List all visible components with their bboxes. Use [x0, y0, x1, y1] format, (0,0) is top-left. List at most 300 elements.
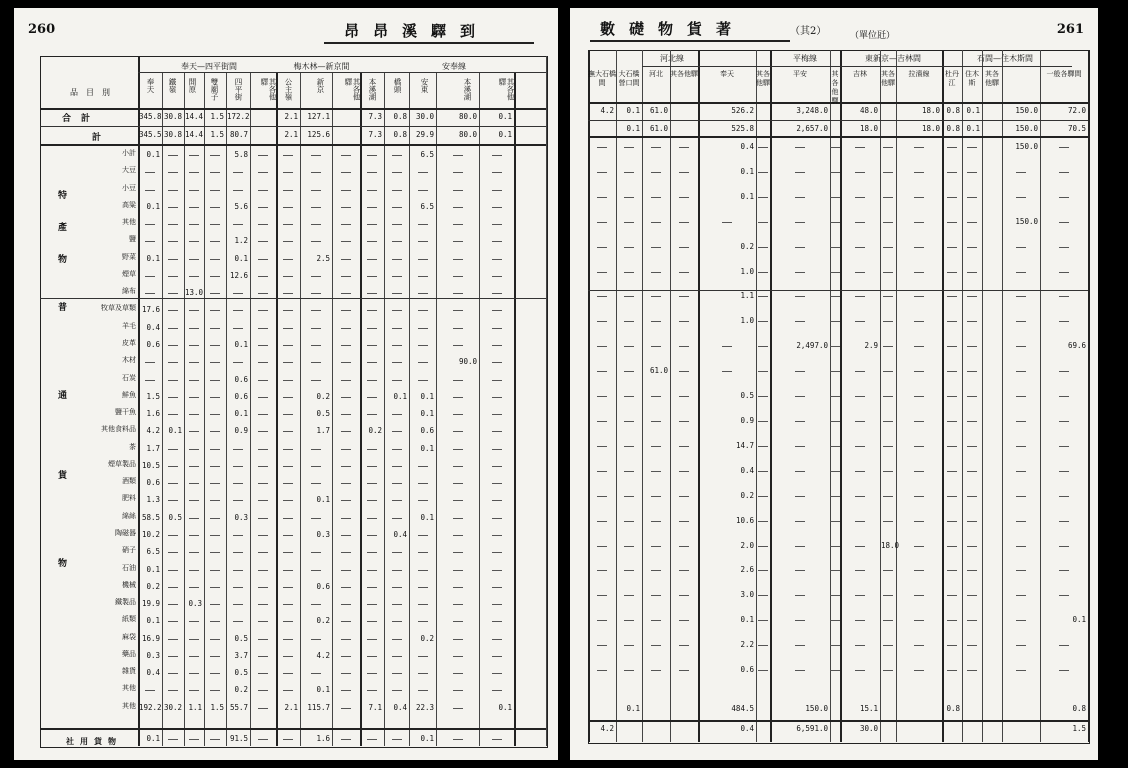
cell-value: 1.5 — [146, 391, 160, 401]
cell-dash — [758, 172, 768, 173]
cell-dash — [855, 670, 865, 671]
cell-dash — [597, 396, 607, 397]
cell-dash — [651, 670, 661, 671]
cell-dash — [830, 620, 840, 621]
cell-dash — [283, 380, 293, 381]
cell-dash — [679, 197, 689, 198]
cell-dash — [830, 421, 840, 422]
cell-dash — [651, 147, 661, 148]
cell-dash — [258, 483, 268, 484]
row-label: 牧草及草類 — [101, 304, 136, 313]
cell-dash — [453, 293, 463, 294]
cell-dash — [1016, 421, 1026, 422]
cell-dash — [168, 552, 178, 553]
cell-dash — [1016, 272, 1026, 273]
cell-dash — [258, 552, 268, 553]
cell-dash — [967, 172, 977, 173]
cell-dash — [392, 587, 402, 588]
cell-value: 7.3 — [368, 130, 382, 139]
header-rule — [40, 108, 546, 110]
cell-dash — [830, 272, 840, 273]
cell-dash — [258, 518, 268, 519]
cell-dash — [855, 595, 865, 596]
cell-dash — [311, 276, 321, 277]
cell-dash — [492, 587, 502, 588]
cell-dash — [1059, 570, 1069, 571]
cell-dash — [758, 595, 768, 596]
cell-dash — [341, 466, 351, 467]
cell-value: 0.4 — [740, 724, 754, 733]
cell-dash — [453, 570, 463, 571]
cell-dash — [651, 346, 661, 347]
cell-dash — [168, 172, 178, 173]
cell-dash — [758, 570, 768, 571]
cell-dash — [168, 276, 178, 277]
group-header: 石間—住木斯間 — [977, 54, 1033, 63]
cell-dash — [914, 645, 924, 646]
cell-value: 0.4 — [146, 668, 160, 678]
cell-dash — [367, 345, 377, 346]
cell-dash — [883, 296, 893, 297]
cell-dash — [392, 449, 402, 450]
cell-dash — [258, 259, 268, 260]
cell-dash — [758, 371, 768, 372]
cell-dash — [258, 656, 268, 657]
cell-dash — [855, 172, 865, 173]
cell-dash — [1059, 172, 1069, 173]
cell-dash — [367, 310, 377, 311]
cell-dash — [947, 296, 957, 297]
cell-value: 2.5 — [316, 253, 330, 263]
cell-value: 14.4 — [185, 130, 204, 139]
cell-dash — [597, 546, 607, 547]
cell-dash — [367, 639, 377, 640]
cell-value: 0.4 — [740, 142, 754, 151]
cell-dash — [1059, 471, 1069, 472]
cell-dash — [492, 431, 502, 432]
row-label: 鹽干魚 — [115, 408, 136, 417]
cell-value: 1.2 — [234, 236, 248, 246]
cell-dash — [283, 552, 293, 553]
cell-value: 4.2 — [146, 426, 160, 436]
cell-dash — [258, 293, 268, 294]
cell-value: 0.6 — [316, 581, 330, 591]
cell-dash — [367, 328, 377, 329]
cell-dash — [597, 471, 607, 472]
column-rule — [546, 56, 547, 746]
cell-dash — [210, 172, 220, 173]
cell-dash — [453, 397, 463, 398]
cell-dash — [341, 431, 351, 432]
cell-dash — [283, 449, 293, 450]
row-label: 其他 — [122, 684, 136, 693]
cell-dash — [830, 222, 840, 223]
side-label: 產 — [58, 223, 68, 233]
cell-dash — [855, 446, 865, 447]
cell-dash — [258, 535, 268, 536]
cell-dash — [855, 147, 865, 148]
cell-value: 0.2 — [740, 241, 754, 251]
cell-dash — [795, 321, 805, 322]
row-label: 機械 — [122, 580, 136, 589]
cell-dash — [758, 670, 768, 671]
cell-dash — [341, 739, 351, 740]
cell-dash — [258, 362, 268, 363]
cell-dash — [145, 362, 155, 363]
cell-dash — [492, 172, 502, 173]
cell-value: 0.1 — [146, 734, 160, 743]
cell-dash — [233, 500, 243, 501]
column-rule — [360, 72, 362, 746]
column-header-item: 品目別 — [70, 88, 118, 97]
cell-dash — [233, 483, 243, 484]
cell-value: 0.1 — [740, 615, 754, 625]
cell-dash — [311, 673, 321, 674]
cell-dash — [341, 259, 351, 260]
cell-dash — [453, 155, 463, 156]
cell-dash — [947, 620, 957, 621]
cell-dash — [258, 673, 268, 674]
cell-dash — [795, 296, 805, 297]
cell-dash — [210, 224, 220, 225]
cell-dash — [492, 345, 502, 346]
cell-dash — [189, 552, 199, 553]
cell-dash — [168, 259, 178, 260]
cell-value: 2.9 — [864, 341, 878, 351]
cell-value: 80.0 — [458, 130, 477, 139]
cell-dash — [795, 396, 805, 397]
column-header: 公主嶺 — [284, 78, 293, 101]
cell-dash — [168, 190, 178, 191]
cell-value: 0.5 — [234, 668, 248, 678]
cell-dash — [453, 466, 463, 467]
cell-dash — [679, 296, 689, 297]
cell-dash — [679, 496, 689, 497]
cell-dash — [624, 346, 634, 347]
cell-value: 22.3 — [415, 702, 434, 712]
cell-dash — [392, 380, 402, 381]
cell-dash — [679, 346, 689, 347]
cell-dash — [418, 483, 428, 484]
cell-dash — [168, 739, 178, 740]
cell-dash — [967, 197, 977, 198]
cell-dash — [392, 155, 402, 156]
cell-value: 48.0 — [859, 106, 878, 115]
cell-dash — [168, 380, 178, 381]
cell-dash — [947, 197, 957, 198]
cell-dash — [341, 241, 351, 242]
column-header: 奉天 — [720, 70, 734, 78]
cell-dash — [233, 466, 243, 467]
cell-value: 0.1 — [316, 495, 330, 505]
cell-dash — [392, 483, 402, 484]
row-label: 酒類 — [122, 477, 136, 486]
cell-dash — [392, 604, 402, 605]
cell-value: 72.0 — [1067, 106, 1086, 115]
cell-dash — [453, 500, 463, 501]
cell-dash — [283, 500, 293, 501]
cell-value: 1.6 — [316, 734, 330, 743]
cell-dash — [967, 496, 977, 497]
cell-dash — [210, 621, 220, 622]
right-page — [570, 8, 1098, 760]
cell-value: 90.0 — [458, 357, 477, 367]
cell-dash — [855, 570, 865, 571]
left-table — [40, 56, 548, 748]
cell-dash — [597, 222, 607, 223]
cell-dash — [830, 670, 840, 671]
cell-value: 0.1 — [146, 253, 160, 263]
row-label: 小豆 — [122, 183, 136, 192]
cell-value: 0.2 — [234, 685, 248, 695]
cell-dash — [341, 587, 351, 588]
cell-dash — [210, 293, 220, 294]
cell-dash — [855, 272, 865, 273]
cell-dash — [679, 471, 689, 472]
cell-dash — [283, 328, 293, 329]
cell-value: 0.8 — [946, 124, 960, 133]
cell-dash — [795, 620, 805, 621]
cell-dash — [168, 293, 178, 294]
cell-dash — [758, 321, 768, 322]
cell-value: 150.0 — [1015, 106, 1038, 115]
cell-value: 150.0 — [1015, 142, 1038, 151]
cell-dash — [679, 521, 689, 522]
cell-dash — [168, 500, 178, 501]
cell-dash — [210, 518, 220, 519]
cell-value: 192.2 — [139, 702, 162, 712]
cell-dash — [233, 190, 243, 191]
cell-dash — [492, 552, 502, 553]
cell-value: 80.0 — [458, 112, 477, 121]
cell-dash — [189, 241, 199, 242]
cell-dash — [189, 155, 199, 156]
cell-dash — [367, 604, 377, 605]
cell-value: 526.2 — [731, 106, 754, 115]
cell-dash — [168, 466, 178, 467]
cell-dash — [418, 172, 428, 173]
cell-dash — [283, 431, 293, 432]
cell-value: 0.2 — [316, 391, 330, 401]
cell-dash — [392, 293, 402, 294]
cell-value: 80.7 — [229, 130, 248, 139]
cell-dash — [189, 518, 199, 519]
cell-dash — [189, 690, 199, 691]
cell-value: 0.6 — [234, 374, 248, 384]
cell-dash — [210, 345, 220, 346]
cell-dash — [1016, 346, 1026, 347]
group-header: 河北線 — [660, 54, 684, 63]
cell-dash — [624, 222, 634, 223]
cell-dash — [311, 310, 321, 311]
cell-dash — [914, 147, 924, 148]
cell-dash — [233, 570, 243, 571]
cell-dash — [492, 518, 502, 519]
cell-value: 0.2 — [316, 616, 330, 626]
cell-dash — [947, 371, 957, 372]
cell-dash — [418, 673, 428, 674]
cell-dash — [679, 670, 689, 671]
cell-value: 3.7 — [234, 650, 248, 660]
cell-dash — [651, 471, 661, 472]
cell-dash — [311, 362, 321, 363]
cell-dash — [679, 247, 689, 248]
column-header: 奉天 — [146, 78, 155, 93]
column-header: 開原 — [188, 78, 197, 93]
cell-value: 4.2 — [600, 106, 614, 115]
cell-dash — [367, 621, 377, 622]
cell-value: 10.6 — [735, 515, 754, 525]
cell-dash — [1016, 172, 1026, 173]
cell-dash — [168, 449, 178, 450]
cell-dash — [492, 739, 502, 740]
cell-dash — [367, 739, 377, 740]
cell-dash — [1016, 496, 1026, 497]
cell-value: 70.5 — [1067, 124, 1086, 133]
cell-value: 4.2 — [600, 724, 614, 733]
cell-dash — [392, 656, 402, 657]
column-rule — [770, 50, 772, 742]
cell-dash — [418, 276, 428, 277]
cell-dash — [283, 241, 293, 242]
cell-dash — [258, 570, 268, 571]
cell-dash — [830, 147, 840, 148]
cell-dash — [883, 247, 893, 248]
cell-dash — [341, 570, 351, 571]
cell-value: 10.2 — [141, 530, 160, 539]
cell-dash — [758, 247, 768, 248]
cell-dash — [914, 670, 924, 671]
cell-dash — [651, 272, 661, 273]
cell-dash — [1059, 197, 1069, 198]
row-label: 其他 — [122, 218, 136, 227]
cell-dash — [1016, 521, 1026, 522]
column-header: 住木斯 — [965, 70, 979, 87]
cell-dash — [914, 321, 924, 322]
cell-dash — [453, 276, 463, 277]
row-label: 其他食料品 — [101, 425, 136, 434]
cell-dash — [453, 690, 463, 691]
cell-dash — [492, 190, 502, 191]
cell-dash — [311, 190, 321, 191]
column-rule — [184, 72, 185, 746]
cell-value: 0.8 — [946, 704, 960, 713]
cell-dash — [168, 535, 178, 536]
cell-dash — [418, 345, 428, 346]
cell-dash — [492, 639, 502, 640]
cell-value: 14.7 — [735, 440, 754, 450]
cell-dash — [367, 483, 377, 484]
cell-dash — [830, 296, 840, 297]
cell-dash — [210, 587, 220, 588]
cell-dash — [453, 207, 463, 208]
cell-dash — [1059, 546, 1069, 547]
cell-value: 1.3 — [146, 495, 160, 505]
cell-dash — [947, 670, 957, 671]
cell-value: 7.3 — [368, 112, 382, 121]
cell-dash — [597, 147, 607, 148]
cell-dash — [597, 247, 607, 248]
cell-dash — [597, 645, 607, 646]
cell-dash — [453, 621, 463, 622]
cell-dash — [795, 172, 805, 173]
cell-dash — [492, 380, 502, 381]
cell-dash — [830, 496, 840, 497]
cell-value: 4.2 — [316, 650, 330, 660]
cell-dash — [392, 690, 402, 691]
cell-dash — [758, 396, 768, 397]
column-rule — [982, 50, 983, 742]
cell-dash — [795, 371, 805, 372]
cell-value: 5.8 — [234, 150, 248, 159]
cell-dash — [341, 293, 351, 294]
cell-dash — [624, 371, 634, 372]
cell-dash — [1016, 321, 1026, 322]
row-label: 紙類 — [122, 615, 136, 624]
cell-dash — [492, 276, 502, 277]
cell-dash — [883, 496, 893, 497]
cell-dash — [492, 207, 502, 208]
cell-dash — [168, 397, 178, 398]
cell-dash — [311, 639, 321, 640]
cell-dash — [492, 414, 502, 415]
cell-dash — [883, 521, 893, 522]
cell-dash — [624, 645, 634, 646]
cell-dash — [758, 521, 768, 522]
cell-dash — [168, 639, 178, 640]
cell-dash — [492, 259, 502, 260]
group-header: 奉天—四平街間 — [181, 62, 237, 71]
cell-value: 0.8 — [393, 130, 407, 139]
cell-dash — [168, 621, 178, 622]
cell-dash — [597, 272, 607, 273]
cell-value: 0.1 — [626, 704, 640, 713]
column-rule — [250, 72, 251, 746]
cell-dash — [258, 172, 268, 173]
cell-dash — [651, 197, 661, 198]
cell-dash — [168, 673, 178, 674]
cell-dash — [492, 621, 502, 622]
cell-dash — [283, 155, 293, 156]
cell-dash — [145, 293, 155, 294]
cell-dash — [795, 670, 805, 671]
cell-dash — [492, 293, 502, 294]
cell-dash — [311, 604, 321, 605]
cell-dash — [914, 446, 924, 447]
column-header: 本溪湖 — [463, 78, 472, 101]
cell-dash — [418, 656, 428, 657]
cell-dash — [283, 639, 293, 640]
cell-dash — [258, 690, 268, 691]
cell-value: 2.2 — [740, 640, 754, 650]
cell-dash — [311, 518, 321, 519]
cell-value: 0.1 — [740, 166, 754, 176]
cell-dash — [855, 421, 865, 422]
cell-dash — [392, 362, 402, 363]
cell-dash — [830, 645, 840, 646]
cell-dash — [679, 620, 689, 621]
cell-value: 1.0 — [740, 316, 754, 326]
cell-dash — [283, 172, 293, 173]
title-underline — [590, 40, 790, 42]
cell-dash — [914, 296, 924, 297]
cell-dash — [1016, 471, 1026, 472]
cell-value: 0.9 — [234, 426, 248, 436]
cell-dash — [189, 621, 199, 622]
cell-dash — [830, 321, 840, 322]
cell-dash — [624, 147, 634, 148]
cell-dash — [341, 518, 351, 519]
